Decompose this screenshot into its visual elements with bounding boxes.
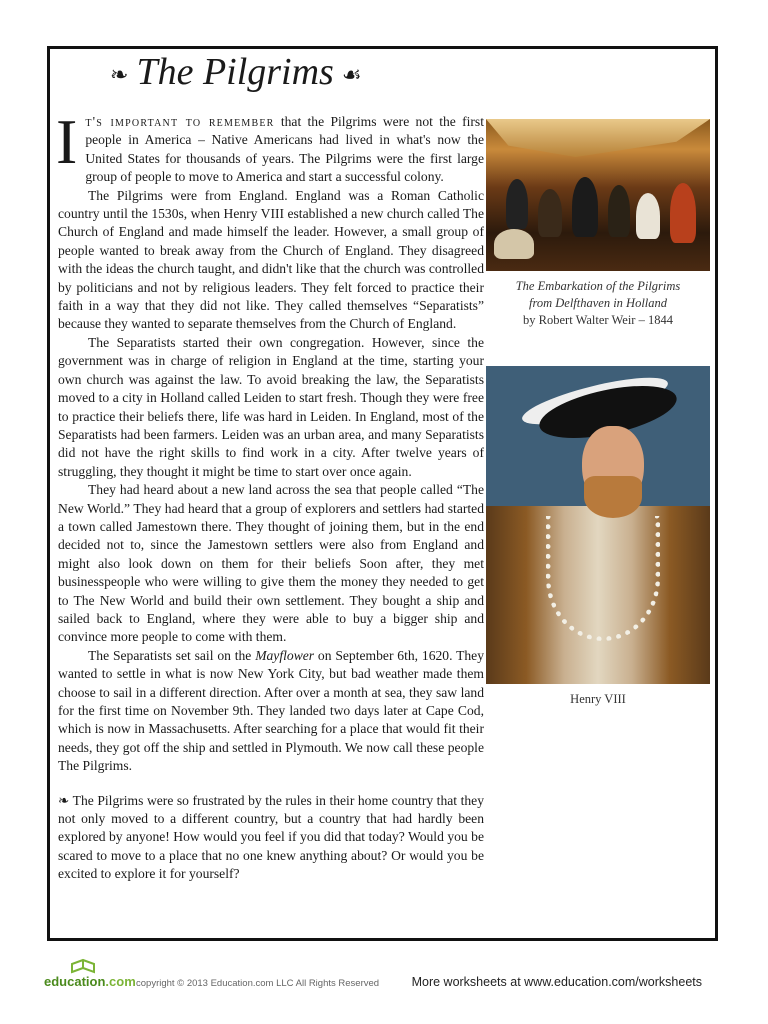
caption-line2: from Delfthaven in Holland (528, 296, 668, 310)
caption-credit: by Robert Walter Weir – 1844 (523, 313, 673, 327)
ornament-right-icon: ☙ (341, 62, 362, 88)
intro-text: that the Pilgrims were not the first people in America – Native Americans had lived in what's now the United States for thousands of years. The Pilgrims were the first large group of people to move to America and start a successful colony. (85, 114, 485, 185)
copyright-text: copyright © 2013 Education.com LLC All Rights Reserved (136, 978, 380, 989)
footer (0, 958, 768, 998)
mayflower-after: on September 6th, 1620. They wanted to settle in what is now New York City, but bad weather made them choose to sail in a different direction. After over a month at sea, they saw land for the first time on November 9th. They landed two days later at Cape Cod, which is now in Massachusetts. After searching for a place that would fit their needs, they got off the ship and settled in Plymouth. We now call these people The Pilgrims. (58, 647, 484, 774)
paragraph-mayflower (58, 647, 484, 776)
painting-caption (486, 278, 710, 329)
caption-line1: The Embarkation of the Pilgrims (515, 279, 681, 293)
ornament-left-icon: ❧ (110, 62, 129, 88)
dropcap: I (56, 106, 78, 177)
book-plant-icon (70, 958, 96, 974)
leaf-bullet-icon: ❧ (58, 792, 70, 808)
paragraph-new-world: They had heard about a new land across the sea that people called “The New World.” They had heard that a group of explorers and settlers had started a town called Jamestown there. They thought of joining them, but in the end decided not to, since the Jamestown settlers were also from England and might also look down on them for their beliefs Soon after, they met businesspeople who were willing to give them the money they needed to get to The New World and build their own settlement. They bought a ship and sailed back to England, where they were able to buy a bigger ship and convince more people to come with them. (58, 482, 484, 645)
education-logo[interactable]: education.com (44, 974, 136, 989)
henry-viii-portrait (486, 366, 710, 684)
embarkation-painting (486, 119, 710, 271)
intro-paragraph (56, 106, 485, 187)
more-worksheets-link[interactable]: More worksheets at www.education.com/worksheets (411, 975, 702, 989)
question-text: The Pilgrims were so frustrated by the rules in their home country that they not only moved to a different country, but a country that had hardly been explored by anyone! How would you feel if you did that today? Would you be scared to move to a place that no one knew anything about? Or would you be excited to explore it for yourself? (58, 792, 484, 882)
portrait-caption: Henry VIII (570, 692, 626, 706)
mayflower-before: The Separatists set sail on the (88, 647, 256, 663)
article-body (56, 106, 485, 884)
question-paragraph (58, 792, 484, 884)
paragraph-separatists: The Separatists started their own congregation. However, since the government was in charge of religion in England at the time, starting your own church was against the law. To avoid breaking the law, the Separatists moved to a city in Holland called Leiden to start fresh. Though they were free to practice their beliefs there, life was hard in Leiden. In England, most of the Separatists had been farmers. Leiden was an urban area, and many Separatists did not have the right skills to find work in a city. After twelve years of struggling, they thought it might be time to start over once again. (58, 334, 484, 479)
intro-lead: t's important to remember (85, 114, 275, 129)
paragraph-england: The Pilgrims were from England. England was a Roman Catholic country until the 1530s, when Henry VIII established a new church called The Church of England and made himself the leader. However, a small group of people wanted to break away from the Church of England. They disagreed with the ideas the church taught, and didn't like that the church was controlled by politicians and not by religious leaders. They felt forced to practice their faith in a way that they did not like. They called themselves “Separatists” because they wanted to separate themselves from the Church of England. (58, 187, 484, 332)
mayflower-ship: Mayflower (255, 647, 315, 663)
title-text: The Pilgrims (136, 51, 334, 93)
